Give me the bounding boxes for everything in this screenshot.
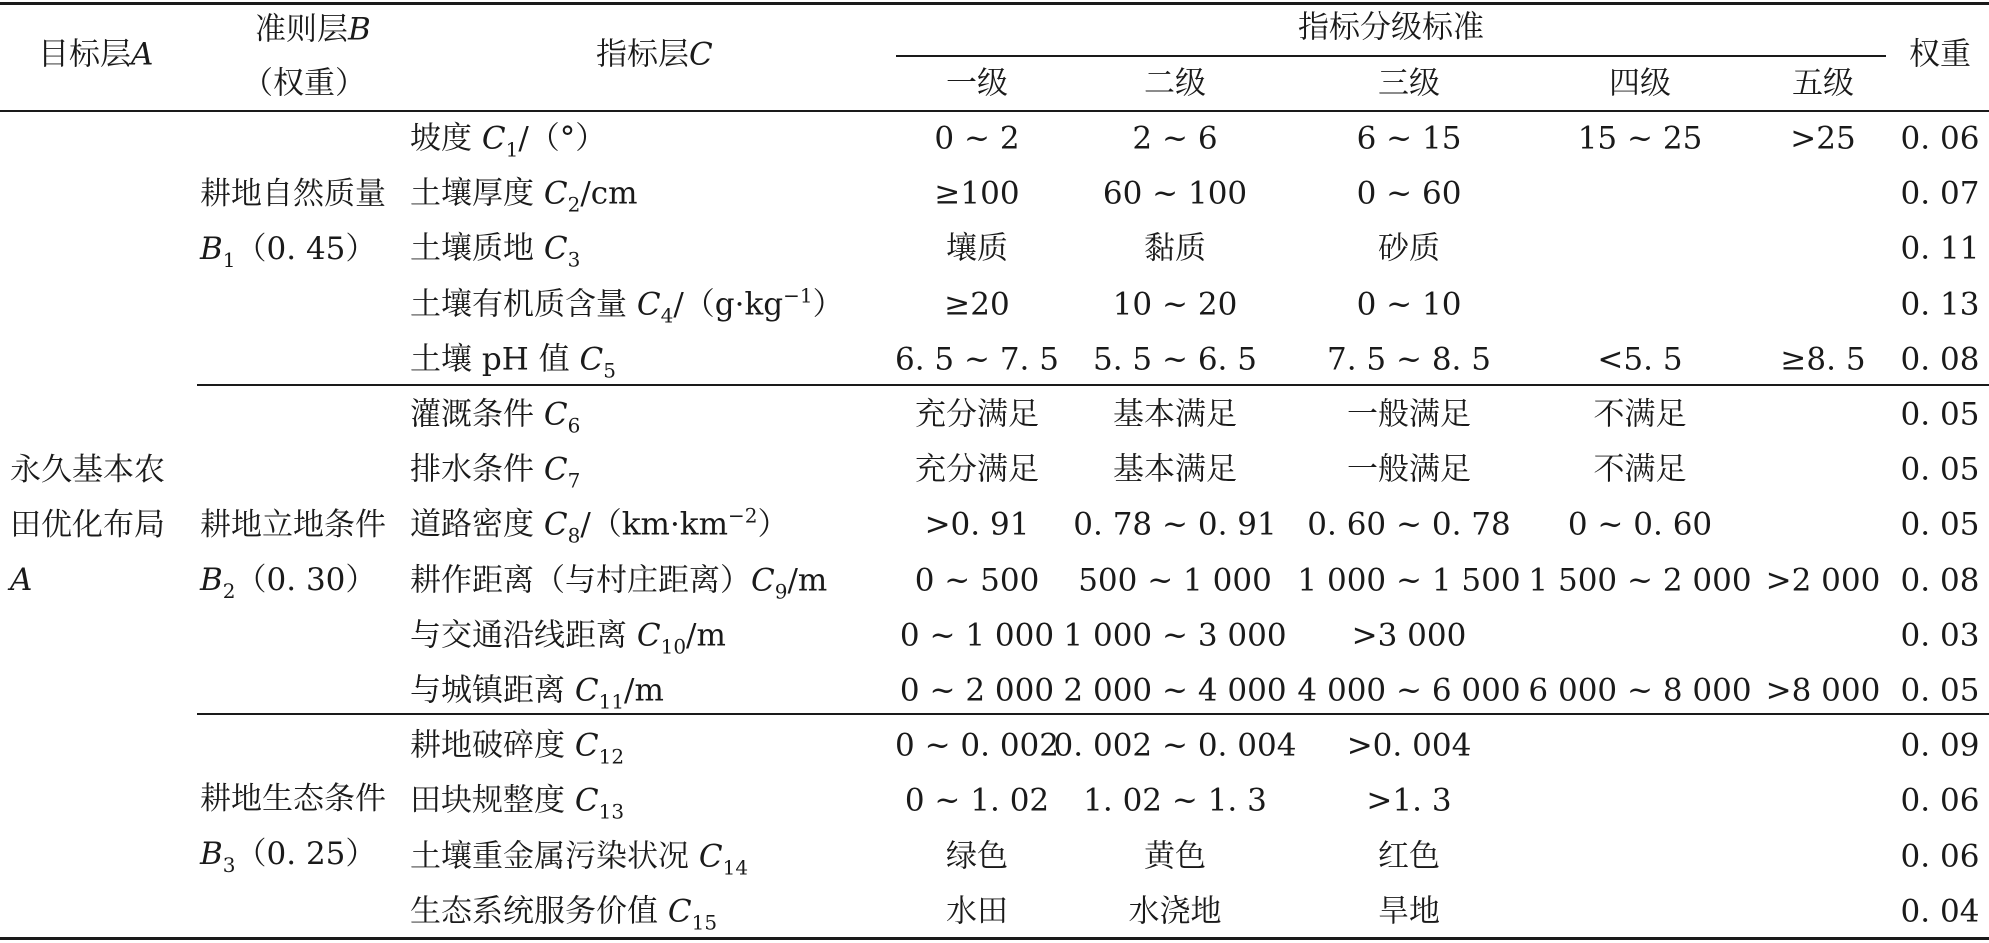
grade-cell-3: 红色 xyxy=(1378,838,1440,875)
weight-cell: 0. 05 xyxy=(1900,506,1980,543)
grade-cell-2: 水浇地 xyxy=(1128,893,1222,930)
grade-header-rule xyxy=(896,55,1886,57)
indicator-name: 与交通沿线距离 $C_{10}/m$ xyxy=(410,617,726,659)
group-divider-1 xyxy=(197,384,1989,386)
grade-cell-3: 4 000 ~ 6 000 xyxy=(1297,672,1521,709)
grade-cell-2: 0. 002 ~ 0. 004 xyxy=(1053,727,1297,764)
grade-cell-1: 壤质 xyxy=(946,230,1008,267)
grade-cell-1: 6. 5 ~ 7. 5 xyxy=(895,341,1059,378)
indicator-name: 坡度 $C_1/(^\circ)$ xyxy=(410,120,607,162)
grade-header-3: 三级 xyxy=(1378,65,1440,102)
grade-cell-3: 0. 60 ~ 0. 78 xyxy=(1307,506,1511,543)
grade-header-4: 四级 xyxy=(1609,65,1671,102)
weight-cell: 0. 08 xyxy=(1900,562,1980,599)
grade-cell-4: 不满足 xyxy=(1593,451,1687,488)
grade-cell-2: 500 ~ 1 000 xyxy=(1078,562,1272,599)
grade-cell-5: >2 000 xyxy=(1765,562,1881,599)
grade-cell-1: 0 ~ 2 xyxy=(934,120,1020,157)
weight-cell: 0. 06 xyxy=(1900,838,1980,875)
weight-cell: 0. 06 xyxy=(1900,120,1980,157)
indicator-name: 与城镇距离 $C_{11}/m$ xyxy=(410,672,664,714)
indicator-name: 耕作距离（与村庄距离）$C_9/m$ xyxy=(410,562,828,604)
weight-cell: 0. 04 xyxy=(1900,893,1980,930)
weight-cell: 0. 11 xyxy=(1900,230,1980,267)
header-bottom-rule xyxy=(0,110,1989,112)
grade-cell-3: 旱地 xyxy=(1378,893,1440,930)
grade-cell-4: 0 ~ 0. 60 xyxy=(1567,506,1713,543)
indicator-name: 道路密度 $C_8/(km\cdot km^{-2})$ xyxy=(410,503,789,548)
indicator-name: 耕地破碎度 $C_{12}$ xyxy=(410,727,625,769)
header-grading-standard: 指标分级标准 xyxy=(1298,9,1484,46)
group-divider-2 xyxy=(197,713,1989,715)
grade-cell-2: 60 ~ 100 xyxy=(1102,175,1248,212)
grade-cell-2: 0. 78 ~ 0. 91 xyxy=(1073,506,1277,543)
grade-cell-1: ≥20 xyxy=(944,286,1010,323)
grade-cell-3: >3 000 xyxy=(1351,617,1467,654)
indicator-name: 土壤厚度 $C_2/cm$ xyxy=(410,175,638,217)
grade-cell-1: 0 ~ 500 xyxy=(914,562,1040,599)
weight-cell: 0. 06 xyxy=(1900,782,1980,819)
grade-cell-4: 15 ~ 25 xyxy=(1577,120,1703,157)
group-natural-quality: 耕地自然质量 $B_1(0$. 45） xyxy=(200,176,386,272)
grade-cell-5: ≥8. 5 xyxy=(1780,341,1866,378)
grade-cell-3: 一般满足 xyxy=(1347,451,1471,488)
grade-cell-2: 2 000 ~ 4 000 xyxy=(1063,672,1287,709)
grade-cell-3: >1. 3 xyxy=(1366,782,1452,819)
indicator-name: 田块规整度 $C_{13}$ xyxy=(410,782,625,824)
grade-cell-5: >8 000 xyxy=(1765,672,1881,709)
top-rule xyxy=(0,2,1989,5)
group-site-conditions: 耕地立地条件 $B_2(0$. 30） xyxy=(200,507,386,603)
weight-cell: 0. 13 xyxy=(1900,286,1980,323)
bottom-rule xyxy=(0,937,1989,940)
grade-cell-3: >0. 004 xyxy=(1346,727,1472,764)
indicator-name: 排水条件 $C_7$ xyxy=(410,451,581,493)
grade-header-5: 五级 xyxy=(1792,65,1854,102)
grade-cell-1: 0 ~ 0. 002 xyxy=(894,727,1060,764)
grade-cell-2: 黄色 xyxy=(1144,838,1206,875)
grade-header-2: 二级 xyxy=(1144,65,1206,102)
indicator-name: 生态系统服务价值 $C_{15}$ xyxy=(410,893,718,935)
weight-cell: 0. 03 xyxy=(1900,617,1980,654)
grade-cell-1: 充分满足 xyxy=(915,451,1039,488)
grade-cell-2: 10 ~ 20 xyxy=(1112,286,1238,323)
indicator-name: 灌溉条件 $C_6$ xyxy=(410,396,581,438)
weight-cell: 0. 05 xyxy=(1900,396,1980,433)
grade-cell-1: 0 ~ 1. 02 xyxy=(904,782,1050,819)
group-ecological-conditions: 耕地生态条件 $B_3(0$. 25） xyxy=(200,781,386,877)
grade-cell-3: 砂质 xyxy=(1378,230,1440,267)
grade-cell-5: >25 xyxy=(1790,120,1856,157)
indicator-name: 土壤重金属污染状况 $C_{14}$ xyxy=(410,838,749,880)
grade-cell-3: 0 ~ 60 xyxy=(1356,175,1462,212)
grade-cell-4: 不满足 xyxy=(1593,396,1687,433)
weight-cell: 0. 08 xyxy=(1900,341,1980,378)
indicator-name: 土壤有机质含量 $C_4/(g\cdot kg^{-1})$ xyxy=(410,283,844,328)
grade-cell-3: 7. 5 ~ 8. 5 xyxy=(1327,341,1491,378)
grade-cell-1: 水田 xyxy=(946,893,1008,930)
grade-cell-2: 黏质 xyxy=(1144,230,1206,267)
grade-cell-2: 基本满足 xyxy=(1113,396,1237,433)
weight-cell: 0. 09 xyxy=(1900,727,1980,764)
weight-cell: 0. 05 xyxy=(1900,672,1980,709)
grade-cell-2: 基本满足 xyxy=(1113,451,1237,488)
header-criteria-weight: （权重） xyxy=(242,65,366,102)
target-label: 永久基本农 田优化布局 A xyxy=(10,452,165,598)
grade-cell-1: 充分满足 xyxy=(915,396,1039,433)
grade-cell-4: 6 000 ~ 8 000 xyxy=(1528,672,1752,709)
grade-cell-4: <5. 5 xyxy=(1597,341,1683,378)
grade-cell-4: 1 500 ~ 2 000 xyxy=(1528,562,1752,599)
grade-cell-2: 1 000 ~ 3 000 xyxy=(1063,617,1287,654)
grade-cell-2: 2 ~ 6 xyxy=(1132,120,1218,157)
grade-cell-3: 0 ~ 10 xyxy=(1356,286,1462,323)
grade-cell-3: 1 000 ~ 1 500 xyxy=(1297,562,1521,599)
grade-cell-3: 6 ~ 15 xyxy=(1356,120,1462,157)
grade-cell-1: 0 ~ 2 000 xyxy=(899,672,1055,709)
header-indicator-layer: 指标层C xyxy=(596,36,713,73)
grade-header-1: 一级 xyxy=(946,65,1008,102)
weight-cell: 0. 05 xyxy=(1900,451,1980,488)
weight-cell: 0. 07 xyxy=(1900,175,1980,212)
indicator-name: 土壤质地 $C_3$ xyxy=(410,230,581,272)
grade-cell-3: 一般满足 xyxy=(1347,396,1471,433)
grade-cell-1: >0. 91 xyxy=(924,506,1030,543)
header-weight: 权重 xyxy=(1909,36,1971,73)
indicator-name: 土壤 pH 值 $C_5$ xyxy=(410,341,616,383)
header-target-layer: 目标层A xyxy=(38,36,154,73)
grade-cell-2: 1. 02 ~ 1. 3 xyxy=(1083,782,1267,819)
grade-cell-1: 绿色 xyxy=(946,838,1008,875)
grade-cell-1: 0 ~ 1 000 xyxy=(899,617,1055,654)
grade-cell-1: ≥100 xyxy=(934,175,1020,212)
header-criteria-layer: 准则层B xyxy=(255,11,371,48)
grade-cell-2: 5. 5 ~ 6. 5 xyxy=(1093,341,1257,378)
